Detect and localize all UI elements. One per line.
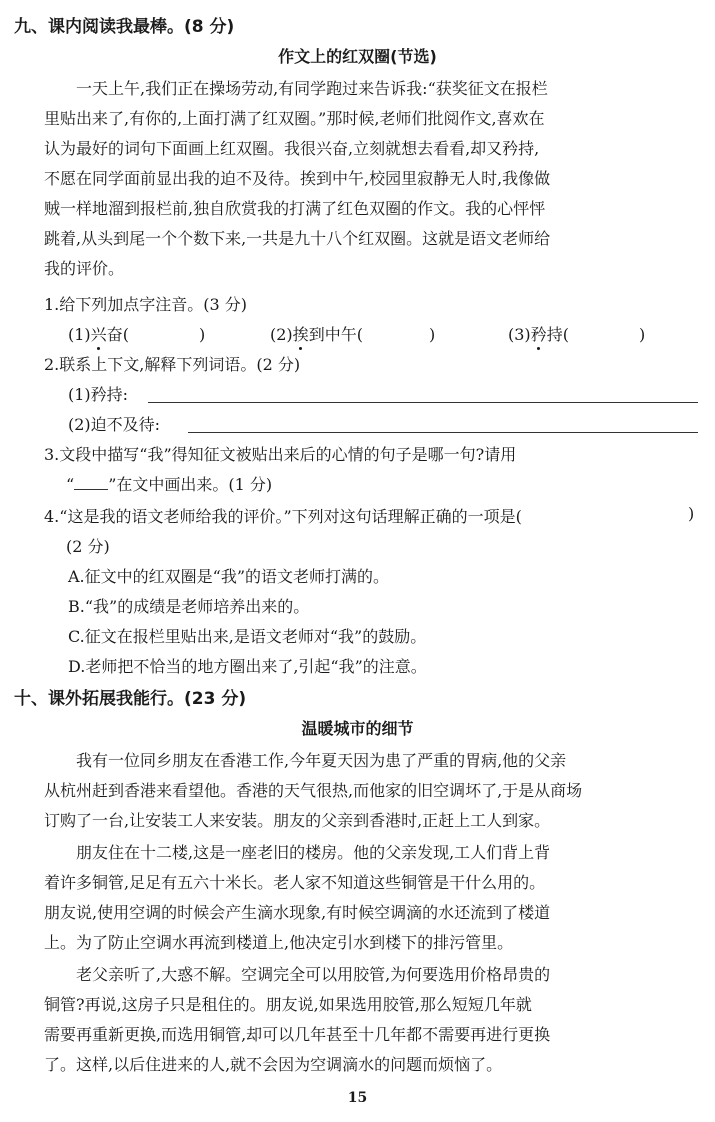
passage-line: 里贴出来了,有你的,上面打满了红双圈。”那时候,老师们批阅作文,喜欢在 [44,109,545,128]
question-4-line1: 4.“这是我的语文老师给我的评价。”下列对这句话理解正确的一项是( [44,507,522,526]
passage-line: 上。为了防止空调水再流到楼道上,他决定引水到楼下的排污管里。 [44,933,514,952]
passage-line: 需要再重新更换,而选用铜管,却可以几年甚至十几年都不需要再进行更换 [44,1025,551,1044]
passage-line: 老父亲听了,大惑不解。空调完全可以用胶管,为何要选用价格昂贵的 [76,965,551,984]
answer-line[interactable] [148,402,698,403]
passage-line: 了。这样,以后住进来的人,就不会因为空调滴水的问题而烦恼了。 [44,1055,503,1074]
option-b[interactable]: B.“我”的成绩是老师培养出来的。 [68,597,310,616]
question-2-stem: 2.联系上下文,解释下列词语。(2 分) [44,355,301,374]
passage-line: 从杭州赶到香港来看望他。香港的天气很热,而他家的旧空调坏了,于是从商场 [44,781,583,800]
dotted-char: 矜 [531,322,547,345]
passage-line: 认为最好的词句下面画上红双圈。我很兴奋,立刻就想去看看,却又矜持, [44,139,540,158]
question-3-line1: 3.文段中描写“我”得知征文被贴出来后的心情的句子是哪一句?请用 [44,445,517,464]
option-d[interactable]: D.老师把不恰当的地方圈出来了,引起“我”的注意。 [68,657,427,676]
passage-line: 跳着,从头到尾一个个数下来,一共是九十八个红双圈。这就是语文老师给 [44,229,551,248]
underline-mark [74,475,108,490]
pinyin-item-2: (2)挨到中午( ) [270,322,435,345]
page-number: 15 [347,1090,368,1106]
question-4-score: (2 分) [66,537,110,556]
pinyin-item-1: (1)兴奋( ) [68,322,205,345]
passage-line: 朋友住在十二楼,这是一座老旧的楼房。他的父亲发现,工人们背上背 [76,843,551,862]
pinyin-item-3: (3)矜持( ) [508,322,645,345]
question-3-line2: “ ”在文中画出来。(1 分) [66,475,273,494]
passage-line: 不愿在同学面前显出我的迫不及待。挨到中午,校园里寂静无人时,我像做 [44,169,551,188]
option-c[interactable]: C.征文在报栏里贴出来,是语文老师对“我”的鼓励。 [68,627,427,646]
section10-heading: 十、课外拓展我能行。(23 分) [14,689,247,709]
answer-line[interactable] [188,432,698,433]
passage-line: 订购了一台,让安装工人来安装。朋友的父亲到香港时,正赶上工人到家。 [44,811,551,830]
passage-line: 我有一位同乡朋友在香港工作,今年夏天因为患了严重的胃病,他的父亲 [76,751,567,770]
passage-line: 着许多铜管,足足有五六十米长。老人家不知道这些铜管是干什么用的。 [44,873,546,892]
passage-line: 铜管?再说,这房子只是租住的。朋友说,如果选用胶管,那么短短几年就 [44,995,532,1014]
question-4-answer-close: ) [688,504,695,523]
option-a[interactable]: A.征文中的红双圈是“我”的语文老师打满的。 [68,567,390,586]
passage-line: 一天上午,我们正在操场劳动,有同学跑过来告诉我:“获奖征文在报栏 [76,79,548,98]
definition-item-2: (2)迫不及待: [68,415,161,434]
definition-item-1: (1)矜持: [68,385,129,404]
passage-line: 我的评价。 [44,259,125,278]
passage-line: 贼一样地溜到报栏前,独自欣赏我的打满了红色双圈的作文。我的心怦怦 [44,199,546,218]
section9-heading: 九、课内阅读我最棒。(8 分) [14,17,235,37]
dotted-char: 挨 [293,322,309,345]
section9-passage-title: 作文上的红双圈(节选) [278,47,437,66]
section10-passage-title: 温暖城市的细节 [301,719,414,738]
dotted-char: 兴 [91,322,107,345]
passage-line: 朋友说,使用空调的时候会产生滴水现象,有时候空调滴的水还流到了楼道 [44,903,551,922]
question-1-stem: 1.给下列加点字注音。(3 分) [44,295,248,314]
